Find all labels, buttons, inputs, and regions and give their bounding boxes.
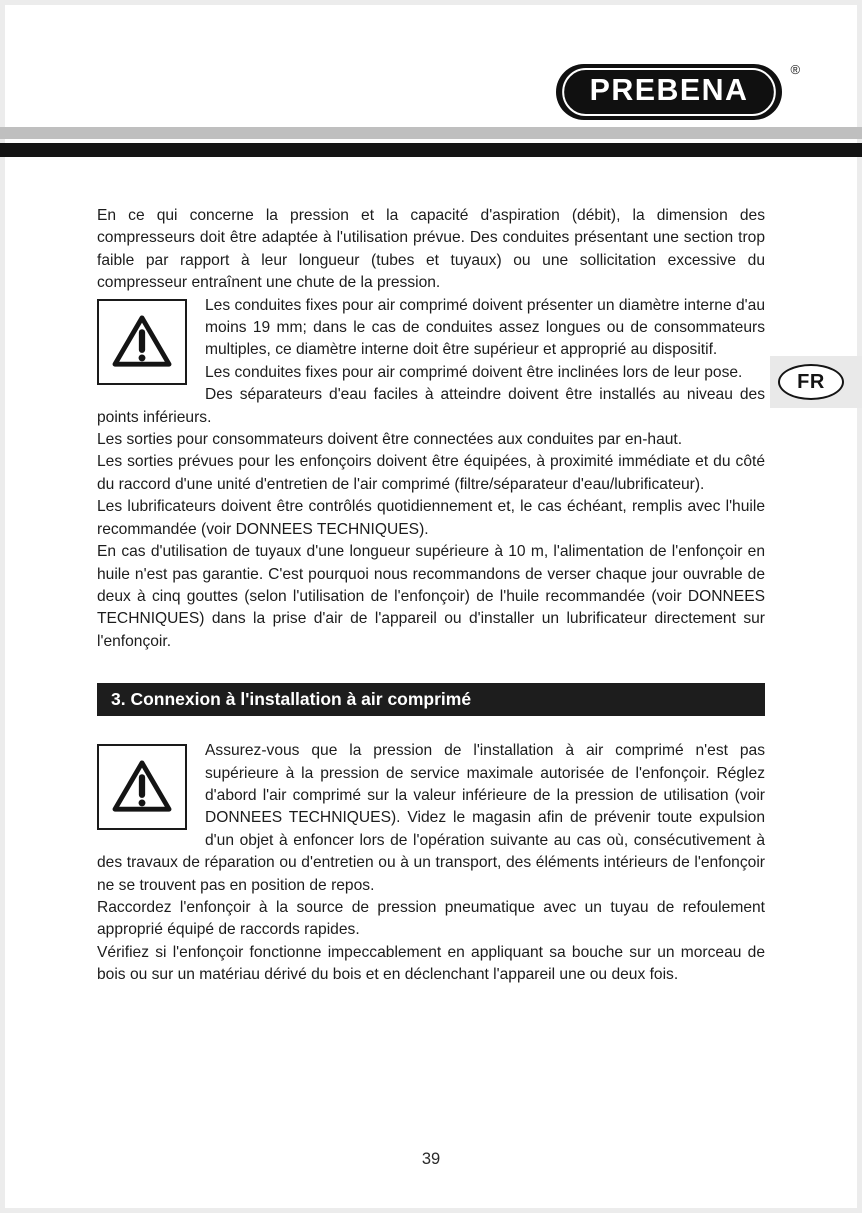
header-black-bar — [0, 143, 862, 157]
paragraph: Les conduites fixes pour air comprimé doivent présenter un diamètre interne d'au moins 19 mm; dans le cas de conduites assez longues ou de consommateurs multiples, ce diamètre interne doit être supérieur et approprié au dispositif. — [205, 296, 765, 359]
paragraph: En ce qui concerne la pression et la capacité d'aspiration (débit), la dimension des compresseurs doit être adaptée à l'utilisation prévue. Des conduites présentant une section trop faible par rapport à leur longueur (tubes et tuyaux) ou une sollicitation excessive du compresseur entraînent une chute de la pression. — [97, 207, 765, 292]
warning-icon — [97, 744, 187, 830]
paragraph: En cas d'utilisation de tuyaux d'une longueur supérieure à 10 m, l'alimentation de l'enfonçoir en huile n'est pas garantie. C'est pourquoi nous recommandons de verser chaque jour ouvrable de deux à cinq gouttes (selon l'utilisation de l'enfonçoir) de l'huile recommandée (voir DONNEES TECHNIQUES) dans la prise d'air de l'appareil ou d'installer un lubrificateur directement sur l'enfonçoir. — [97, 543, 765, 650]
paragraph: Les conduites fixes pour air comprimé doivent être inclinées lors de leur pose. — [205, 363, 743, 381]
header-gray-bar — [0, 127, 862, 139]
paragraph: Vérifiez si l'enfonçoir fonctionne impeccablement en appliquant sa bouche sur un morceau de bois ou sur un matériau dérivé du bois et en déclenchant l'appareil une ou deux fois. — [97, 943, 765, 984]
page-number: 39 — [421, 1150, 441, 1168]
prebena-logo-text: PREBENA — [562, 68, 776, 116]
language-badge: FR — [778, 364, 844, 400]
page-content — [97, 205, 765, 987]
logo-area — [556, 62, 801, 120]
paragraph: Des séparateurs d'eau faciles à atteindre doivent être installés au niveau des points inférieurs. — [97, 386, 765, 426]
warning-icon — [97, 299, 187, 385]
section-heading: 3. Connexion à l'installation à air comprimé — [97, 683, 765, 716]
paragraph: Raccordez l'enfonçoir à la source de pression pneumatique avec un tuyau de refoulement approprié équipé de raccords rapides. — [97, 898, 765, 939]
paragraph: Les sorties prévues pour les enfonçoirs doivent être équipées, à proximité immédiate et du côté du raccord d'une unité d'entretien de l'air comprimé (filtre/séparateur d'eau/lubrificateur). — [97, 453, 765, 493]
language-tab — [770, 356, 862, 408]
paragraph: Les lubrificateurs doivent être contrôlés quotidiennement et, le cas échéant, remplis avec l'huile recommandée (voir DONNEES TECHNIQUES). — [97, 498, 765, 538]
paragraph: Assurez-vous que la pression de l'installation à air comprimé n'est pas supérieure à la pression de service maximale autorisée de l'enfonçoir. Réglez d'abord l'air comprimé sur la valeur inférieure de la pression de utilisation (voir DONNEES TECHNIQUES). Videz le magasin afin de prévenir toute expulsion d'un objet à enfoncer lors de l'opération suivante au cas où, consécutivement à des travaux de réparation ou d'entretien ou à un transport, des éléments intérieurs de l'enfonçoir ne se trouvent pas en position de repos. — [97, 742, 765, 894]
prebena-logo — [556, 64, 782, 120]
registered-trademark-symbol: ® — [790, 62, 801, 77]
paragraph: Les sorties pour consommateurs doivent être connectées aux conduites par en-haut. — [97, 431, 683, 449]
